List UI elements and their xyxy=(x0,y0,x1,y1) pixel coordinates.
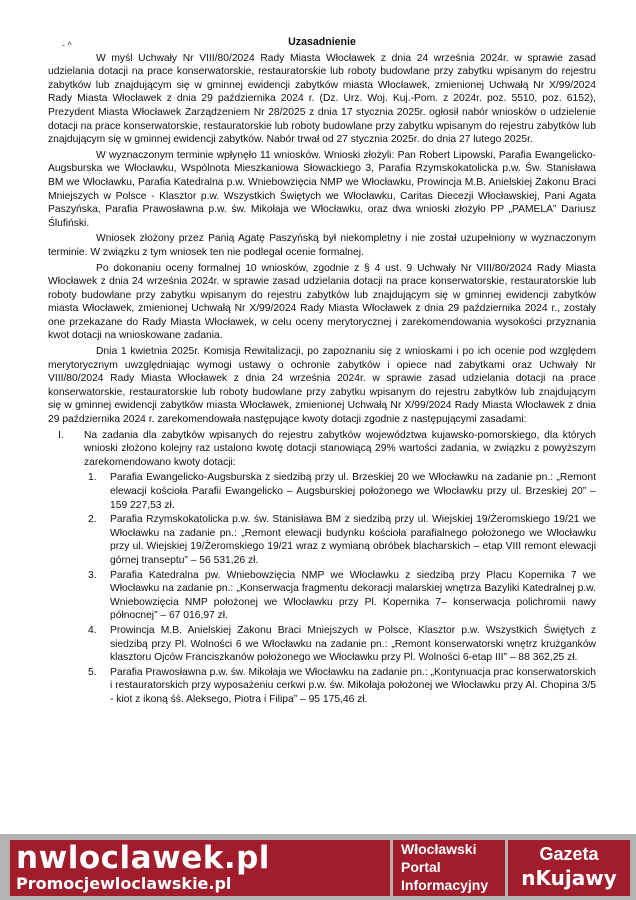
list-item xyxy=(48,513,596,567)
list-item-number: 2. xyxy=(88,514,97,526)
banner-portal-line2: Portal xyxy=(401,859,441,875)
paragraph-applications: W wyznaczonym terminie wpłynęło 11 wniosków. Wnioski złożyli: Pan Robert Lipowski, Parafia Ewangelicko-Augsburska we Włocławku, Wspólnota Mieszkaniowa Słowackiego 3, Parafia Rzymskokatolicka p.w. Św. Stanisława BM we Włocławku, Parafia Katedralna p.w. Wniebowzięcia NMP we Włocławku, Prowincja M.B. Anielskiej Zakonu Braci Mniejszych w Polsce - Klasztor p.w. Wszystkich Świętych we Włocławku, Caritas Diecezji Włocławskiej, Pani Agata Paszyńska, Parafia Prawosławna p.w. św. Mikołaja we Włocławku, oraz dwa wnioski złożyło PP „PAMELA” Dariusz Ślufiński. xyxy=(48,149,596,229)
list-item xyxy=(48,471,596,512)
banner-site-name[interactable]: nwloclawek.pl xyxy=(16,840,270,876)
list-item xyxy=(48,666,596,707)
list-item-text: Parafia Prawosławna p.w. św. Mikołaja we Włocławku na zadanie pn.: „Kontynuacja prac konserwatorskich i restauratorskich przy wyposażeniu cerkwi p.w. św. Mikołaja położonej we Włocławku przy Al. Chopina 3/5 - kiot z ikoną śś. Aleksego, Piotra i Filipa” – 95 175,46 zł. xyxy=(110,666,596,705)
document-body xyxy=(48,36,596,708)
banner-gazeta-block[interactable] xyxy=(508,840,630,896)
list-item xyxy=(48,624,596,665)
section-one xyxy=(48,429,596,470)
paragraph-formal-review: Po dokonaniu oceny formalnej 10 wniosków, zgodnie z § 4 ust. 9 Uchwały Nr VIII/80/2024 Rady Miasta Włocławek z dnia 24 września 2024r. w sprawie zasad udzielania dotacji na prace konserwatorskie, restauratorskie lub roboty budowlane przy zabytku wpisanym do rejestru zabytków lub znajdującym się w gminnej ewidencji zabytków miasta Włocławek, zmienionej Uchwałą Nr X/99/2024 Rady Miasta Włocławek z dnia 29 października 2024 r., zostały one przekazane do Rady Miasta Włocławek, w celu oceny merytorycznej i zarekomendowania wysokości przyznania kwot dotacji na wnioskowane zadania. xyxy=(48,262,596,342)
banner-gazeta: Gazeta xyxy=(539,844,599,864)
list-item-number: 1. xyxy=(88,472,97,484)
watermark-banner xyxy=(0,834,636,900)
banner-site-block[interactable] xyxy=(10,840,390,896)
list-item-text: Prowincja M.B. Anielskiej Zakonu Braci Mniejszych w Polsce, Klasztor p.w. Wszystkich Świętych z siedzibą przy Pl. Wolności 6 we Włocławku na zadanie pn.: „Remont konserwatorski wnętrz krużganków klasztoru Ojców Franciszkanów położonego we Włocławku przy Pl. Wolności 6-etap III” – 88 362,25 zł. xyxy=(110,624,596,664)
scan-mark: - ^ xyxy=(62,40,72,50)
paragraph-incomplete: Wniosek złożony przez Panią Agatę Paszyńską był niekompletny i nie został uzupełniony w wyznaczonym terminie. W związku z tym wniosek ten nie podlegał ocenie formalnej. xyxy=(48,233,596,258)
banner-portal-line3: Informacyjny xyxy=(401,877,489,893)
paragraph-commission: Dnia 1 kwietnia 2025r. Komisja Rewitalizacji, po zapoznaniu się z wnioskami i po ich ocenie pod względem merytorycznym uwzględniając wymogi ustawy o ochronie zabytków i opiece nad zabytkami oraz Uchwały Nr VIII/80/2024 Rady Miasta Włocławek z dnia 24 września 2024r. w sprawie zasad udzielania dotacji na prace konserwatorskie, restauratorskie lub roboty budowlane przy zabytku wpisanym do rejestru zabytków lub znajdującym się w gminnej ewidencji zabytków miasta Włocławek, zmienionej Uchwałą Nr X/99/2024 Rady Miasta Włocławek z dnia 29 października 2024 r. zarekomendowała następujące kwoty dotacji zgodnie z następującymi zasadami: xyxy=(48,346,596,426)
list-item xyxy=(48,569,596,623)
banner-promo-site[interactable]: Promocjewloclawskie.pl xyxy=(16,874,232,893)
list-item-text: Parafia Rzymskokatolicka p.w. św. Stanisława BM z siedzibą przy ul. Wiejskiej 19/Żeromskiego 19/21 we Włocławku na zadanie pn.: „Remont elewacji budynku kościoła parafialnego położonego we Włocławku przy ul. Wiejskiej 19/Żeromskiego 19/21 wraz z wymianą obróbek blacharskich – etap VIII remont elewacji górnej transeptu” – 56 531,26 zł. xyxy=(110,514,596,566)
grant-list xyxy=(48,471,596,706)
list-item-number: 5. xyxy=(88,666,97,678)
section-number: I. xyxy=(58,429,64,441)
banner-nkujawy: nKujawy xyxy=(521,866,617,890)
list-item-text: Parafia Katedralna pw. Wniebowzięcia NMP we Włocławku z siedzibą przy Placu Kopernika 7 we Włocławku na zadanie pn.: „Konserwacja fragmentu dekoracji malarskiej wnętrza Bazyliki Katedralnej p.w. Wniebowzięcia NMP położonej we Włocławku przy Pl. Kopernika 7– konserwacja polichromii nawy północnej” – 67 016,97 zł. xyxy=(110,569,596,622)
section-text: Na zadania dla zabytków wpisanych do rejestru zabytków województwa kujawsko-pomorskiego, dla których wnioski złożono kolejny raz ustalono kwotę dotacji stanowiącą 29% wartości zadania, w związku z powyższym zarekomendowano kwoty dotacji: xyxy=(84,429,596,468)
list-item-number: 3. xyxy=(88,569,97,581)
banner-portal-block[interactable] xyxy=(393,840,505,896)
list-item-number: 4. xyxy=(88,624,97,636)
list-item-text: Parafia Ewangelicko-Augsburska z siedzibą przy ul. Brzeskiej 20 we Włocławku na zadanie pn.: „Remont elewacji kościoła Parafii Ewangelicko – Augsburskiej położonego we Włocławku przy ul. Brzeskiej 20” – 159 227,53 zł. xyxy=(110,472,596,511)
paragraph-intro: W myśl Uchwały Nr VIII/80/2024 Rady Miasta Włocławek z dnia 24 września 2024r. w sprawie zasad udzielania dotacji na prace konserwatorskie, restauratorskie lub roboty budowlane przy zabytku wpisanym do rejestru zabytków lub znajdującym się w gminnej ewidencji zabytków miasta Włocławek, zmienionej Uchwałą Nr X/99/2024 Rady Miasta Włocławek z dnia 29 października 2024 r. (Dz. Urz. Woj. Kuj.-Pom. z 2024r. poz. 5510, poz. 6152), Prezydent Miasta Włocławek Zarządzeniem Nr 28/2025 z dnia 17 stycznia 2025r. ogłosił nabór wniosków o udzielenie dotacji na prace konserwatorskie, restauratorskie lub roboty budowlane przy zabytku wpisanym do rejestru zabytków lub znajdującym się w gminnej ewidencji zabytków. Nabór trwał od 27 stycznia 2025r. do dnia 27 lutego 2025r. xyxy=(48,52,596,146)
document-title: Uzasadnienie xyxy=(288,36,356,48)
banner-portal-line1: Włocławski xyxy=(401,841,477,857)
